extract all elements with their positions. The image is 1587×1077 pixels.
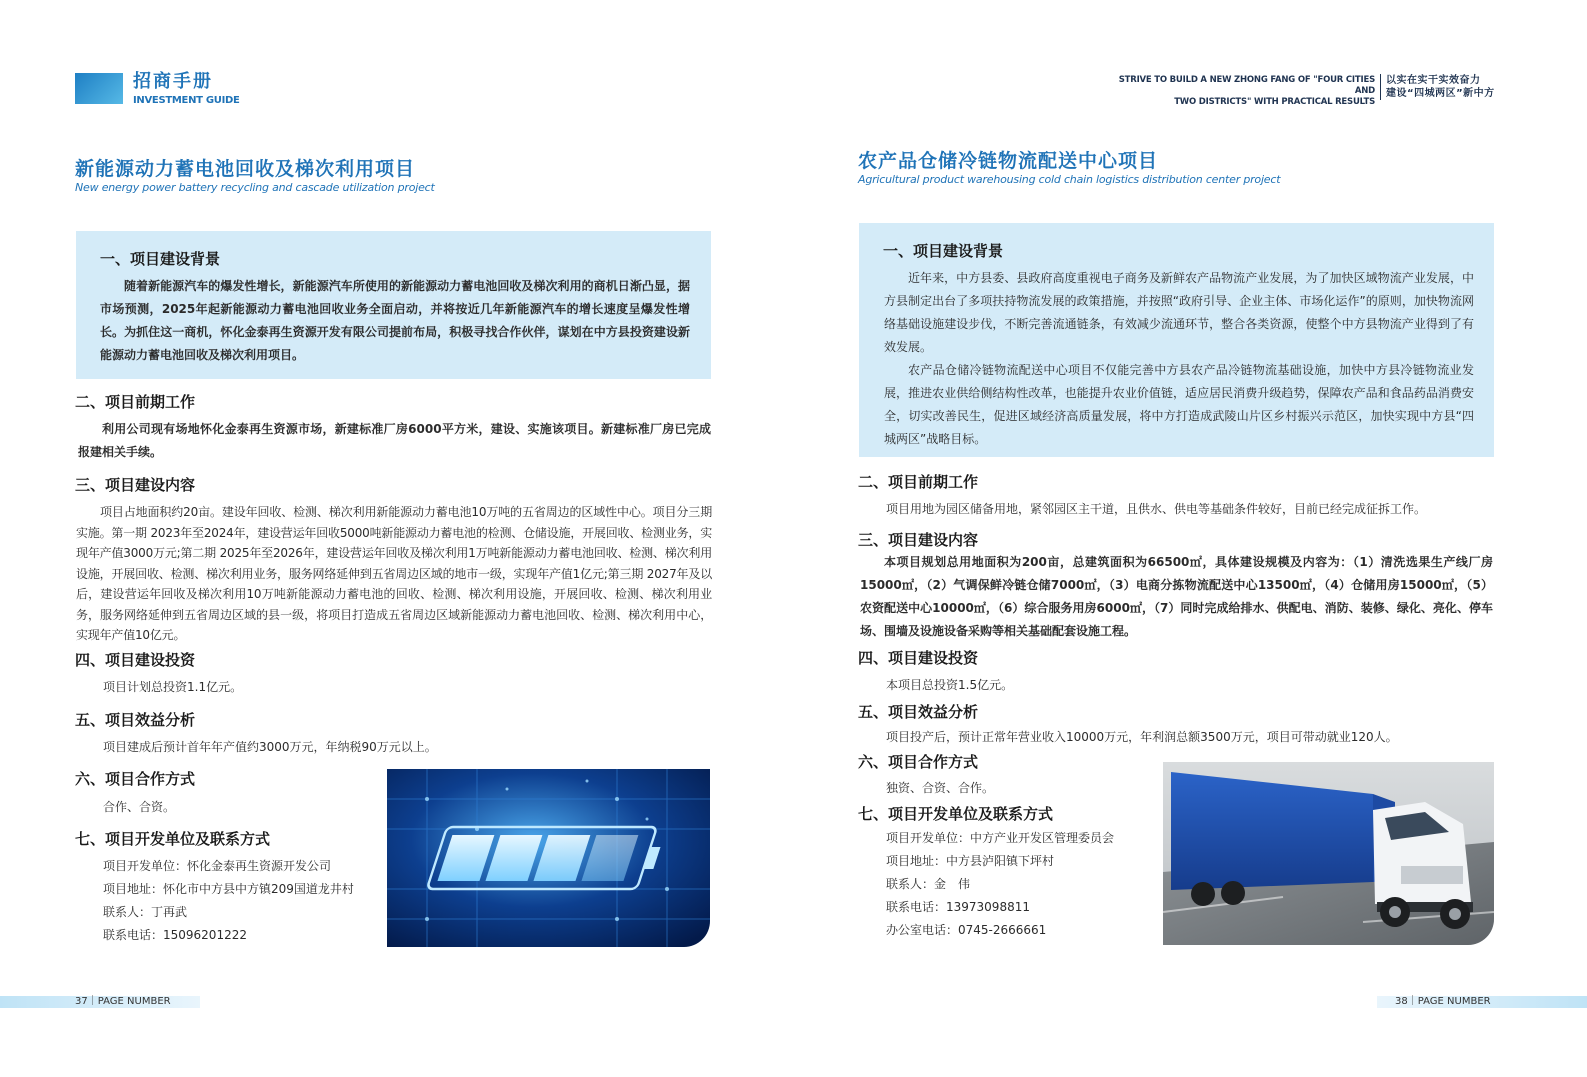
right-project-title: 农产品仓储冷链物流配送中心项目: [858, 150, 1159, 172]
truck-icon: [1163, 762, 1494, 945]
left-page-number: 37｜PAGE NUMBER: [75, 996, 171, 1007]
left-s5-heading: 五、项目效益分析: [75, 711, 196, 729]
logo-subtitle: INVESTMENT GUIDE: [133, 95, 240, 106]
right-s3-text: 本项目规划总用地面积为200亩，总建筑面积为66500㎡，具体建设规模及内容为：（1）清洗选果生产线厂房15000㎡，（2）气调保鲜冷链仓储7000㎡，（3）电商分拣物流配送中心13500㎡，（4）仓储用房15000㎡，（5）农资配送中心10000㎡，（6）综合服务用房6000㎡，（7）同时完成给排水、供配电、消防、装修、绿化、亮化、停车场、围墙及设施设备采购等相关基础配套设施工程。: [860, 555, 1493, 638]
right-s7-heading: 七、项目开发单位及联系方式: [858, 805, 1054, 823]
slogan-english-line1: STRIVE TO BUILD A NEW ZHONG FANG OF "FOUR CITIES AND: [1118, 75, 1375, 96]
logo-block-icon: [75, 73, 123, 104]
right-s4-heading: 四、项目建设投资: [858, 649, 979, 667]
right-s2-text: 项目用地为园区储备用地，紧邻园区主干道，且供水、供电等基础条件较好，目前已经完成征拆工作。: [886, 502, 1427, 516]
right-page-number: 38｜PAGE NUMBER: [1395, 996, 1491, 1007]
left-project-title-en: New energy power battery recycling and cascade utilization project: [75, 181, 435, 194]
left-s6-heading: 六、项目合作方式: [75, 770, 196, 788]
right-s1-text-b: 农产品仓储冷链物流配送中心项目不仅能完善中方县农产品冷链物流基础设施，加快中方县冷链物流业发展，推进农业供给侧结构性改革，也能提升农业价值链，适应居民消费升级趋势，保障农产品和食品药品消费安全，切实改善民生，促进区域经济高质量发展，将中方打造成武陵山片区乡村振兴示范区，加快实现中方县“四城两区”战略目标。: [884, 363, 1474, 446]
right-contact-office-phone: 办公室电话：0745-2666661: [886, 923, 1047, 937]
right-contact-address: 项目地址：中方县泸阳镇下坪村: [886, 854, 1055, 868]
right-s5-heading: 五、项目效益分析: [858, 703, 979, 721]
slogan-english: [1105, 75, 1375, 108]
left-s6-text: 合作、合资。: [103, 800, 176, 814]
left-contact-person: 联系人：丁再武: [103, 905, 188, 919]
left-s3-text: 项目占地面积约20亩。建设年回收、检测、梯次利用新能源动力蓄电池10万吨的五省周边的区域性中心。项目分三期实施。第一期 2023年至2024年，建设营运年回收5000吨新能源动力蓄电池的检测、仓储设施，开展回收、检测业务，实现年产值3000万元;第二期 2025年至2026年，建设营运年回收及梯次利用1万吨新能源动力蓄电池回收、检测、梯次利用设施，开展回收、检测、梯次利用业务，服务网络延伸到五省周边区域的地市一级，实现年产值1亿元;第三期 2027年及以后，建设营运年回收及梯次利用10万吨新能源动力蓄电池的回收、检测、梯次利用设施，开展回收、检测、梯次利用业务，服务网络延伸到五省周边区域的县一级，将项目打造成五省周边区域新能源动力蓄电池回收、检测、梯次利用中心，实现年产值10亿元。: [76, 505, 712, 642]
right-contact-company: 项目开发单位：中方产业开发区管理委员会: [886, 831, 1115, 845]
left-s2-text: 利用公司现有场地怀化金泰再生资源市场，新建标准厂房6000平方米，建设、实施该项目。新建标准厂房已完成报建相关手续。: [78, 422, 711, 459]
right-s3-heading: 三、项目建设内容: [858, 531, 979, 549]
slogan-english-line2: TWO DISTRICTS" WITH PRACTICAL RESULTS: [1174, 97, 1375, 107]
left-s1-text: 随着新能源汽车的爆发性增长，新能源汽车所使用的新能源动力蓄电池回收及梯次利用的商机日渐凸显，据市场预测，2025年起新能源动力蓄电池回收业务全面启动，并将按近几年新能源汽车的增长速度呈爆发性增长。为抓住这一商机，怀化金泰再生资源开发有限公司提前布局，积极寻找合作伙伴，谋划在中方县投资建设新能源动力蓄电池回收及梯次利用项目。: [100, 279, 690, 362]
right-s6-heading: 六、项目合作方式: [858, 753, 979, 771]
right-s1-text-a: 近年来，中方县委、县政府高度重视电子商务及新鲜农产品物流产业发展，为了加快区域物流产业发展，中方县制定出台了多项扶持物流发展的政策措施，并按照“政府引导、企业主体、市场化运作”的原则，加快物流网络基础设施建设步伐，不断完善流通链条，有效减少流通环节，整合各类资源，使整个中方县物流产业得到了有效发展。: [884, 271, 1474, 354]
slogan-chinese-line1: 以实在实干实效奋力: [1386, 75, 1481, 86]
battery-circuit-image: [387, 769, 710, 947]
left-s4-text: 项目计划总投资1.1亿元。: [103, 680, 243, 694]
right-s4-text: 本项目总投资1.5亿元。: [886, 678, 1014, 692]
right-contact-phone: 联系电话：13973098811: [886, 900, 1030, 914]
slogan-divider: [1380, 74, 1381, 100]
left-project-title: 新能源动力蓄电池回收及梯次利用项目: [75, 158, 416, 180]
left-s1-heading: 一、项目建设背景: [100, 250, 221, 268]
slogan-chinese-line2: 建设“四城两区”新中方: [1386, 88, 1495, 99]
left-contact-phone: 联系电话：15096201222: [103, 928, 247, 942]
left-s4-heading: 四、项目建设投资: [75, 651, 196, 669]
right-s6-text: 独资、合资、合作。: [886, 781, 995, 795]
left-s2-heading: 二、项目前期工作: [75, 393, 196, 411]
battery-circuit-icon: [387, 769, 710, 947]
right-project-title-en: Agricultural product warehousing cold chain logistics distribution center project: [858, 173, 1281, 186]
right-s2-heading: 二、项目前期工作: [858, 473, 979, 491]
right-contact-person: 联系人：金 伟: [886, 877, 971, 891]
slogan-chinese: [1386, 74, 1495, 100]
left-contact-address: 项目地址：怀化市中方县中方镇209国道龙井村: [103, 882, 354, 896]
right-s5-text: 项目投产后，预计正常年营业收入10000万元，年利润总额3500万元，项目可带动就业120人。: [886, 730, 1398, 744]
truck-highway-image: [1163, 762, 1494, 945]
left-s5-text: 项目建成后预计首年年产值约3000万元，年纳税90万元以上。: [103, 740, 437, 754]
logo-title: 招商手册: [133, 71, 213, 92]
left-s7-heading: 七、项目开发单位及联系方式: [75, 830, 271, 848]
left-contact-company: 项目开发单位：怀化金泰再生资源开发公司: [103, 859, 332, 873]
right-s1-heading: 一、项目建设背景: [883, 242, 1004, 260]
left-s3-heading: 三、项目建设内容: [75, 476, 196, 494]
